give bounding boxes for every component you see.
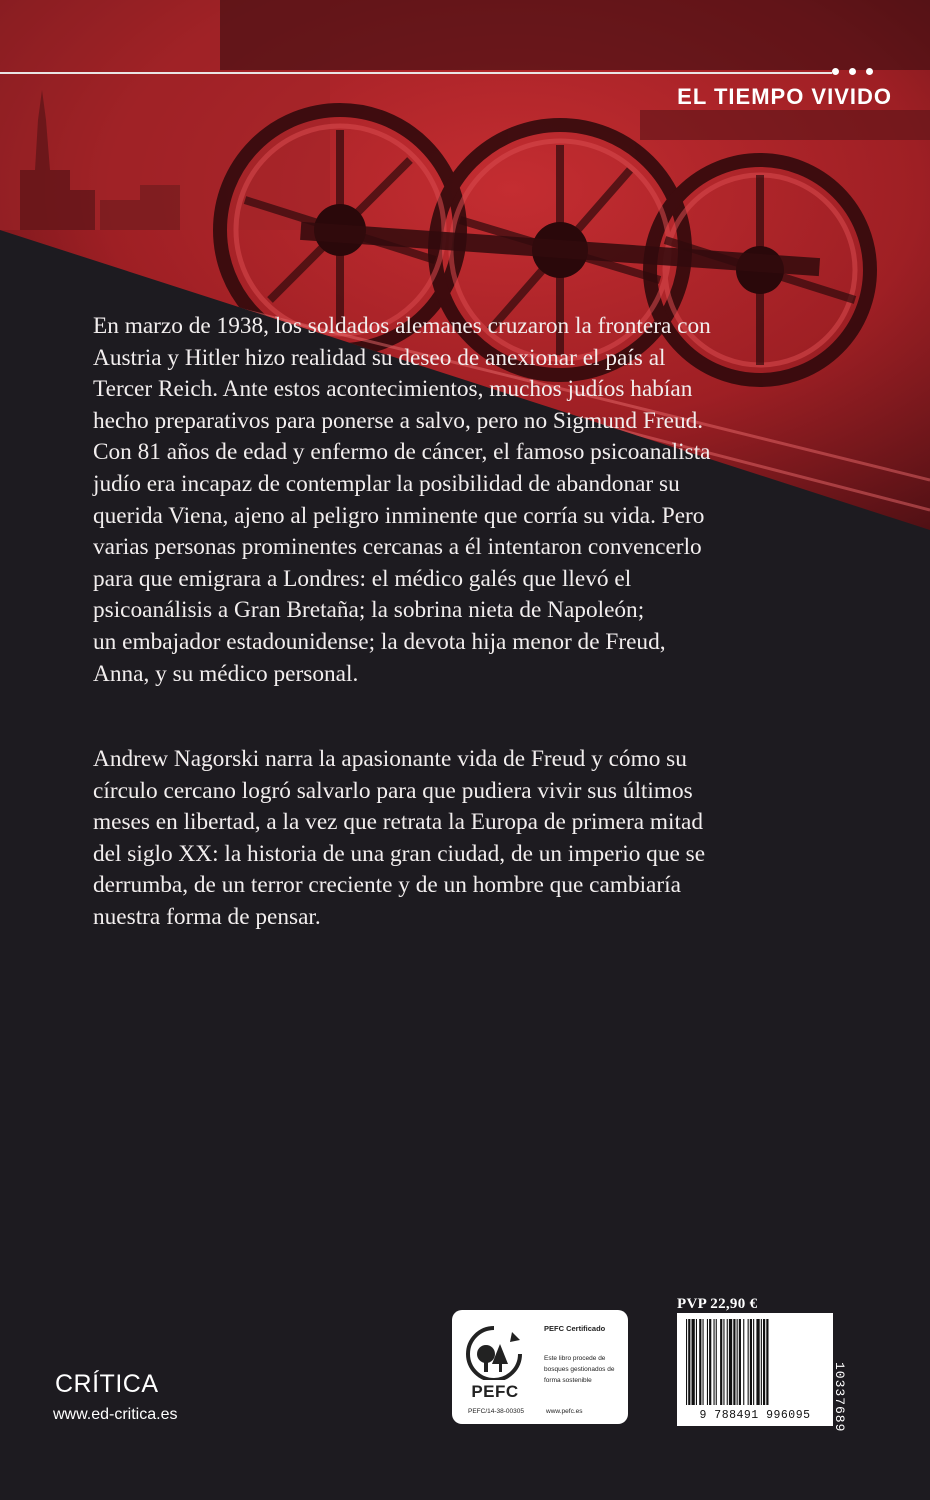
dot-icon [849,68,856,75]
price-label: PVP 22,90 € [677,1296,758,1312]
pefc-certification-label [452,1310,628,1424]
pefc-wordmark: PEFC [471,1382,519,1401]
series-title: EL TIEMPO VIVIDO [677,84,892,109]
pefc-code: PEFC/14-38-00305 [468,1408,525,1415]
pefc-description: Este libro procede de bosques gestionados de forma sostenible [544,1355,615,1384]
divider-dots [832,68,873,75]
blurb-line: Anna, y su médico personal. [93,660,359,687]
blurb-line: nuestra forma de pensar. [93,903,321,930]
blurb-line: judío era incapaz de contemplar la posibilidad de abandonar su [93,470,680,497]
isbn-barcode-box [677,1313,833,1426]
pefc-url: www.pefc.es [546,1408,583,1415]
dot-icon [832,68,839,75]
blurb-line: un embajador estadounidense; la devota hija menor de Freud, [93,628,666,655]
blurb-line: Tercer Reich. Ante estos acontecimientos, muchos judíos habían [93,376,693,403]
barcode-icon [686,1319,824,1405]
pefc-tree-icon [464,1324,524,1380]
blurb-line: Austria y Hitler hizo realidad su deseo de anexionar el país al [93,344,666,371]
blurb-line: círculo cercano logró salvarlo para que pudiera vivir sus últimos [93,777,693,804]
blurb-paragraph-2 [93,744,853,934]
blurb-line: del siglo XX: la historia de una gran ciudad, de un imperio que se [93,840,706,867]
blurb-line: meses en libertad, a la vez que retrata la Europa de primera mitad [93,809,703,836]
blurb-line: hecho preparativos para ponerse a salvo, pero no Sigmund Freud. [93,407,704,434]
blurb-line: psicoanálisis a Gran Bretaña; la sobrina nieta de Napoleón; [93,597,645,624]
blurb-line: varias personas prominentes cercanas a él intentaron convencerlo [93,534,702,561]
dot-icon [866,68,873,75]
blurb-paragraph-1 [93,311,853,690]
publisher-logo: CRÍTICA [55,1370,159,1398]
blurb-line: querida Viena, ajeno al peligro inminente que corría su vida. Pero [93,502,705,529]
isbn-digits: 9 788491 996095 [699,1409,811,1422]
blurb-line: En marzo de 1938, los soldados alemanes cruzaron la frontera con [93,313,711,339]
blurb-line: Con 81 años de edad y enfermo de cáncer, el famoso psicoanalista [93,439,711,466]
pefc-certified-label: PEFC Certificado [544,1324,606,1333]
series-divider-line [0,72,832,74]
blurb-line: para que emigrara a Londres: el médico galés que llevó el [93,565,632,592]
internal-code: 10337689 [832,1362,847,1433]
publisher-url[interactable]: www.ed-critica.es [53,1406,178,1423]
blurb-line: Andrew Nagorski narra la apasionante vida de Freud y cómo su [93,746,687,772]
blurb-line: derrumba, de un terror creciente y de un hombre que cambiaría [93,872,681,899]
